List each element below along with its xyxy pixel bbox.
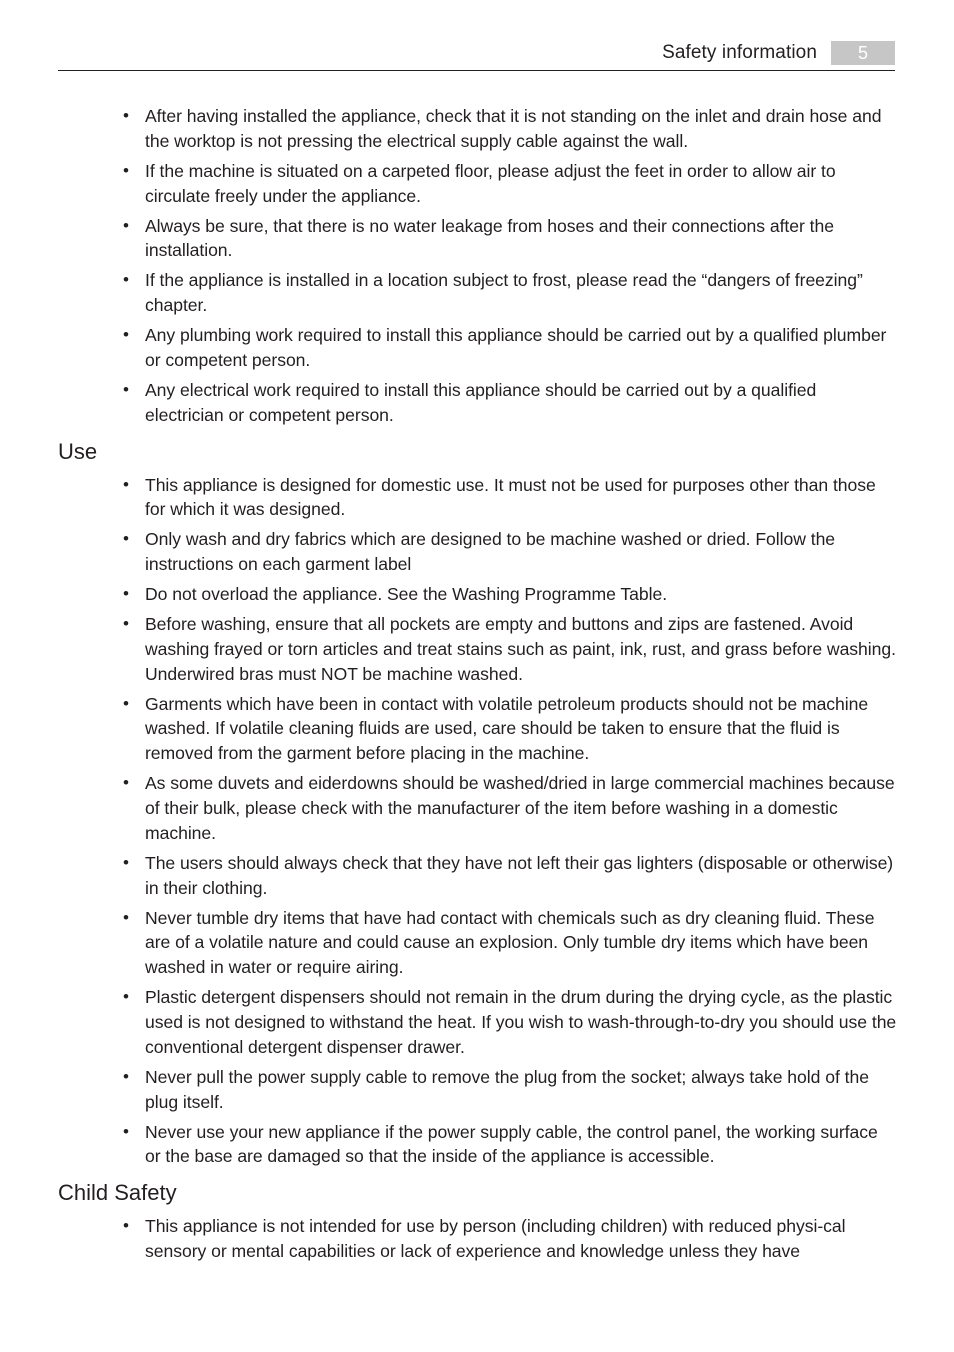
page-number: 5 <box>831 41 895 65</box>
list-item <box>58 1120 898 1170</box>
list-item <box>58 1065 898 1115</box>
use-bullet-list <box>58 473 898 1170</box>
page-content <box>58 104 898 1269</box>
list-item-text: Any plumbing work required to install this appliance should be carried out by a qualified plumber or competent person. <box>145 325 887 370</box>
bullet-icon: • <box>123 907 129 927</box>
bullet-icon: • <box>123 379 129 399</box>
bullet-icon: • <box>123 614 129 634</box>
list-item-text: Never pull the power supply cable to remove the plug from the socket; always take hold of the plug itself. <box>145 1066 869 1112</box>
list-item <box>58 378 898 428</box>
bullet-icon: • <box>123 773 129 793</box>
bullet-icon: • <box>123 106 129 125</box>
bullet-icon: • <box>123 325 129 345</box>
list-item <box>58 612 898 686</box>
list-item <box>58 771 898 845</box>
list-item-text: Do not overload the appliance. See the Washing Programme Table. <box>145 584 668 605</box>
list-item <box>58 473 898 523</box>
bullet-icon: • <box>123 215 129 235</box>
list-item-text: The users should always check that they have not left their gas lighters (disposable or otherwise) in their clothing. <box>145 852 894 898</box>
page-header <box>58 38 895 71</box>
list-item-text: As some duvets and eiderdowns should be washed/dried in large commercial machines because of their bulk, please check with the manufacturer of the item before washing in a domestic machine. <box>145 773 895 843</box>
list-item-text: This appliance is designed for domestic use. It must not be used for purposes other than those for which it was designed. <box>145 474 876 520</box>
list-item-text: Plastic detergent dispensers should not remain in the drum during the drying cycle, as the plastic used is not designed to withstand the heat. If you wish to wash-through-to-dry you should use the conventional detergent dispenser drawer. <box>145 987 897 1057</box>
list-item-text: Never use your new appliance if the power supply cable, the control panel, the working surface or the base are damaged so that the inside of the appliance is accessible. <box>145 1121 878 1167</box>
list-item-text: Never tumble dry items that have had contact with chemicals such as dry cleaning fluid. These are of a volatile nature and could cause an explosion. Only tumble dry items which have been washed in water or require airing. <box>145 907 875 978</box>
list-item <box>58 1214 898 1264</box>
bullet-icon: • <box>123 1066 129 1086</box>
use-heading: Use <box>58 438 98 464</box>
bullet-icon: • <box>123 852 129 872</box>
list-item <box>58 692 898 766</box>
bullet-icon: • <box>123 987 129 1007</box>
bullet-icon: • <box>123 584 129 604</box>
list-item <box>58 214 898 264</box>
bullet-icon: • <box>123 693 129 713</box>
list-item <box>58 323 898 373</box>
list-item <box>58 527 898 577</box>
list-item <box>58 159 898 209</box>
list-item-text: After having installed the appliance, check that it is not standing on the inlet and drain hose and the worktop is not pressing the electrical supply cable against the wall. <box>145 106 882 151</box>
intro-bullet-list <box>58 104 898 428</box>
list-item <box>58 268 898 318</box>
list-item <box>58 104 898 154</box>
bullet-icon: • <box>123 270 129 290</box>
list-item <box>58 985 898 1059</box>
list-item-text: Garments which have been in contact with volatile petroleum products should not be machine washed. If volatile cleaning fluids are used, care should be taken to ensure that the fluid is removed from the garment before placing in the machine. <box>145 693 869 764</box>
list-item <box>58 851 898 901</box>
bullet-icon: • <box>123 529 129 549</box>
list-item-text: Only wash and dry fabrics which are designed to be machine washed or dried. Follow the instructions on each garment label <box>145 529 836 575</box>
header-title: Safety information <box>662 42 817 63</box>
list-item-text: If the appliance is installed in a location subject to frost, please read the “dangers of freezing” chapter. <box>145 270 863 316</box>
list-item <box>58 582 898 607</box>
bullet-icon: • <box>123 1216 129 1236</box>
list-item-text: If the machine is situated on a carpeted floor, please adjust the feet in order to allow air to circulate freely under the appliance. <box>145 160 836 206</box>
bullet-icon: • <box>123 160 129 180</box>
list-item <box>58 906 898 980</box>
list-item-text: This appliance is not intended for use by person (including children) with reduced physi-cal sensory or mental capabilities or lack of experience and knowledge unless they have <box>145 1216 846 1261</box>
child-safety-bullet-list <box>58 1214 898 1264</box>
list-item-text: Any electrical work required to install this appliance should be carried out by a qualified electrician or competent person. <box>145 379 817 425</box>
bullet-icon: • <box>123 1121 129 1141</box>
list-item-text: Always be sure, that there is no water leakage from hoses and their connections after the installation. <box>145 215 834 261</box>
bullet-icon: • <box>123 474 129 494</box>
list-item-text: Before washing, ensure that all pockets are empty and buttons and zips are fastened. Avoid washing frayed or torn articles and treat stains such as paint, ink, rust, and grass before washing. Underwired bras must NOT be machine washed. <box>145 614 896 684</box>
child-safety-heading: Child Safety <box>58 1180 177 1206</box>
